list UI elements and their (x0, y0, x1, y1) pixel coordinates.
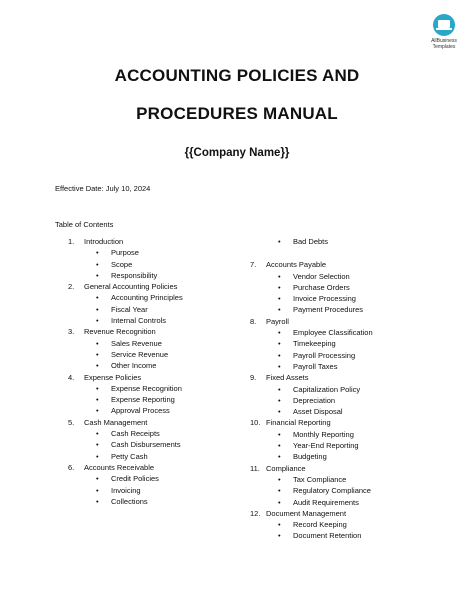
laptop-icon (433, 14, 455, 36)
toc-subitem-label: Bad Debts (293, 237, 329, 246)
toc-subitem (250, 338, 373, 349)
toc-subitem-label: Service Revenue (111, 349, 169, 359)
toc-section (68, 281, 183, 292)
toc-section-number: 4. (68, 372, 75, 382)
toc-subitem (250, 440, 373, 451)
toc-section (68, 372, 183, 383)
bullet-icon: • (96, 349, 99, 359)
toc-heading: Table of Contents (55, 220, 114, 229)
toc-section-number: 9. (250, 373, 257, 383)
toc-section-number: 7. (250, 260, 257, 270)
toc-section-number: 8. (250, 316, 257, 326)
toc-subitem (68, 428, 183, 439)
bullet-icon: • (278, 282, 281, 292)
toc-subitem (250, 530, 373, 541)
toc-subitem-label: Budgeting (293, 452, 327, 462)
toc-subitem-label: Monthly Reporting (293, 429, 354, 439)
bullet-icon: • (96, 406, 99, 416)
toc-section (250, 463, 373, 474)
toc-subitem (68, 292, 183, 303)
toc-section-number: 6. (68, 462, 75, 472)
bullet-icon: • (96, 451, 99, 461)
bullet-icon: • (278, 395, 281, 405)
toc-section-title: Accounts Payable (266, 260, 327, 270)
toc-subitem-label: Collections (111, 496, 148, 506)
bullet-icon: • (278, 486, 281, 496)
toc-subitem (250, 497, 373, 508)
toc-section-title: Revenue Recognition (84, 327, 156, 337)
toc-subitem (68, 360, 183, 371)
toc-subitem (68, 304, 183, 315)
bullet-icon: • (96, 474, 99, 484)
toc-subitem (68, 338, 183, 349)
toc-subitem-label: Depreciation (293, 395, 336, 405)
brand-logo (424, 14, 464, 50)
bullet-icon: • (96, 259, 99, 269)
toc-subitem-label: Credit Policies (111, 474, 159, 484)
toc-subitem (250, 350, 373, 361)
title-line-2: PROCEDURES MANUAL (136, 104, 338, 123)
toc-section-number: 5. (68, 417, 75, 427)
company-name: {{Company Name}} (184, 147, 290, 159)
toc-section (250, 508, 373, 519)
toc-subitem (250, 485, 373, 496)
toc-subitem-label: Asset Disposal (293, 407, 343, 417)
toc-section (68, 236, 183, 247)
toc-subitem-label: Accounting Principles (111, 293, 183, 303)
title-line-1: ACCOUNTING POLICIES AND (114, 66, 360, 85)
toc-section-number: 12. (250, 508, 261, 518)
bullet-icon: • (96, 304, 99, 314)
bullet-icon: • (278, 350, 281, 360)
bullet-icon: • (96, 429, 99, 439)
toc-subitem (250, 406, 373, 417)
toc-subitem-label: Cash Disbursements (111, 440, 181, 450)
toc-subitem (68, 485, 183, 496)
logo-text: AllBusiness Templates (431, 38, 457, 50)
toc-subitem-label: Regulatory Compliance (293, 486, 371, 496)
toc-subitem-label: Payroll Taxes (293, 361, 338, 371)
toc-subitem-label: Responsibility (111, 270, 158, 280)
toc-subitem (68, 315, 183, 326)
toc-section-number: 10. (250, 418, 261, 428)
toc-subitem-label: Sales Revenue (111, 338, 162, 348)
toc-subitem-label: Petty Cash (111, 451, 148, 461)
toc-subitem-label: Other Income (111, 361, 157, 371)
bullet-icon: • (96, 316, 99, 326)
toc-section (250, 316, 373, 327)
toc-section-title: Expense Policies (84, 372, 142, 382)
toc-subitem (250, 429, 373, 440)
bullet-icon: • (278, 237, 281, 246)
bullet-icon: • (278, 339, 281, 349)
toc-subitem (68, 496, 183, 507)
toc-section (250, 259, 373, 270)
toc-section-title: Introduction (84, 237, 124, 246)
toc-subitem (68, 349, 183, 360)
toc-subitem (250, 395, 373, 406)
toc-subitem-label: Payroll Processing (293, 350, 356, 360)
bullet-icon: • (96, 383, 99, 393)
toc-section-title: Accounts Receivable (84, 462, 155, 472)
bullet-icon: • (278, 474, 281, 484)
toc-subitem-label: Expense Reporting (111, 395, 175, 405)
toc-subitem-label: Employee Classification (293, 328, 373, 338)
bullet-icon: • (96, 361, 99, 371)
bullet-icon: • (278, 407, 281, 417)
toc-section-number: 1. (68, 237, 75, 246)
toc-subitem-label: Audit Requirements (293, 497, 359, 507)
toc-section (68, 326, 183, 337)
bullet-icon: • (278, 294, 281, 304)
toc-subitem-label: Record Keeping (293, 520, 347, 530)
bullet-icon: • (278, 384, 281, 394)
toc-subitem (68, 247, 183, 258)
bullet-icon: • (96, 248, 99, 258)
bullet-icon: • (96, 270, 99, 280)
bullet-icon: • (96, 338, 99, 348)
bullet-icon: • (96, 293, 99, 303)
toc-subitem-label: Approval Process (111, 406, 170, 416)
toc-subitem (250, 236, 373, 247)
bullet-icon: • (96, 395, 99, 405)
toc-subitem-label: Purchase Orders (293, 282, 350, 292)
toc-subitem-label: Tax Compliance (293, 474, 347, 484)
toc-section-number: 11. (250, 463, 260, 473)
bullet-icon: • (278, 429, 281, 439)
toc-subitem (250, 384, 373, 395)
toc-section-title: Payroll (266, 316, 289, 326)
toc-subitem-label: Document Retention (293, 531, 362, 541)
bullet-icon: • (278, 361, 281, 371)
toc-subitem-label: Fiscal Year (111, 304, 148, 314)
toc-section-title: Document Management (266, 508, 347, 518)
toc-section (250, 372, 373, 383)
toc-section-number: 2. (68, 282, 75, 292)
toc-subitem (250, 304, 373, 315)
toc-subitem (68, 383, 183, 394)
toc-subitem-label: Expense Recognition (111, 383, 182, 393)
toc-section-number: 3. (68, 327, 75, 337)
toc-section-title: Fixed Assets (266, 373, 309, 383)
toc-subitem (250, 519, 373, 530)
toc-section-title: Compliance (266, 463, 306, 473)
toc-subitem (250, 474, 373, 485)
toc-subitem-label: Scope (111, 259, 133, 269)
toc-subitem (250, 271, 373, 282)
toc-section (68, 417, 183, 428)
toc-subitem-label: Invoice Processing (293, 294, 356, 304)
toc-subitem (68, 439, 183, 450)
toc-section (250, 417, 373, 428)
toc-section-title: General Accounting Policies (84, 282, 178, 292)
toc-subitem (68, 394, 183, 405)
toc-subitem (250, 327, 373, 338)
toc-subitem (68, 405, 183, 416)
toc-section-title: Financial Reporting (266, 418, 331, 428)
toc-subitem-label: Payment Procedures (293, 305, 364, 315)
bullet-icon: • (278, 452, 281, 462)
bullet-icon: • (96, 440, 99, 450)
toc-subitem (250, 451, 373, 462)
bullet-icon: • (278, 497, 281, 507)
bullet-icon: • (96, 496, 99, 506)
bullet-icon: • (278, 305, 281, 315)
toc-subitem-label: Year-End Reporting (293, 441, 359, 451)
bullet-icon: • (96, 485, 99, 495)
toc-subitem-label: Internal Controls (111, 316, 167, 326)
toc-subitem-label: Vendor Selection (293, 271, 350, 281)
bullet-icon: • (278, 441, 281, 451)
toc-spacer (250, 247, 373, 259)
toc-section (68, 462, 183, 473)
toc-subitem (250, 361, 373, 372)
bullet-icon: • (278, 271, 281, 281)
toc-column-right (250, 236, 373, 542)
toc-subitem-label: Timekeeping (293, 339, 336, 349)
toc-subitem-label: Cash Receipts (111, 429, 160, 439)
toc-section-title: Cash Management (84, 417, 148, 427)
toc-subitem (250, 293, 373, 304)
toc-subitem (68, 451, 183, 462)
effective-date: Effective Date: July 10, 2024 (55, 184, 151, 193)
bullet-icon: • (278, 328, 281, 338)
toc-subitem (68, 473, 183, 484)
toc-column-left (68, 236, 183, 507)
toc-subitem (68, 270, 183, 281)
toc-subitem (68, 259, 183, 270)
toc-subitem-label: Invoicing (111, 485, 141, 495)
toc-subitem (250, 282, 373, 293)
bullet-icon: • (278, 531, 281, 541)
toc-subitem-label: Purpose (111, 248, 139, 258)
toc-subitem-label: Capitalization Policy (293, 384, 361, 394)
bullet-icon: • (278, 520, 281, 530)
